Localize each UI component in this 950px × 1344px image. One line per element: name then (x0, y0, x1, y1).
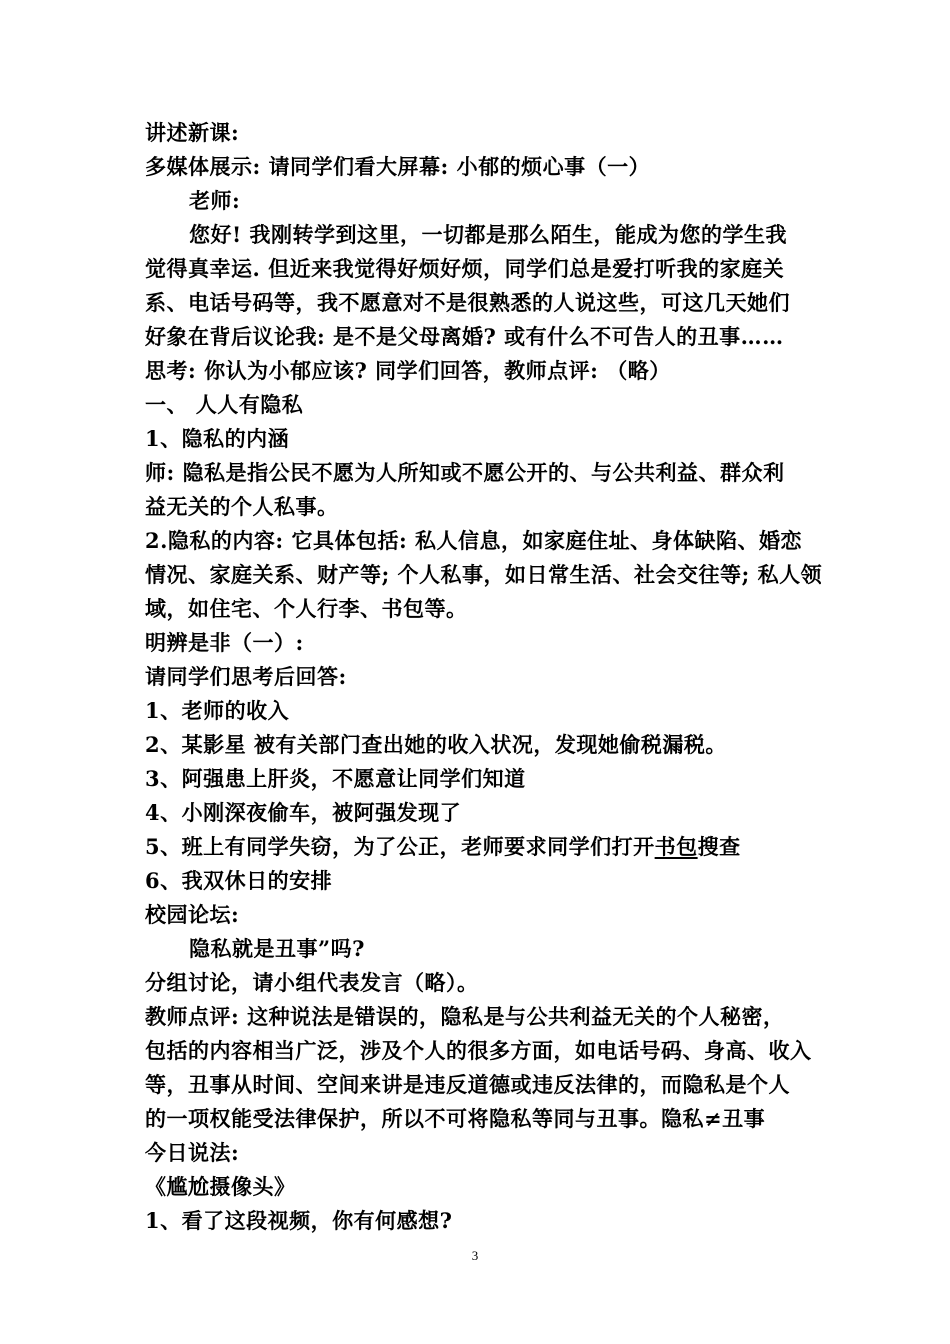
heading-new-lesson: 讲述新课: (145, 120, 240, 145)
teacher-comment-line-4: 的一项权能受法律保护，所以不可将隐私等同与丑事。隐私≠丑事 (145, 1106, 766, 1131)
list-item-5-underlined: 书包 (654, 834, 698, 859)
teacher-comment-line-2: 包括的内容相当广泛，涉及个人的很多方面，如电话号码、身高、收入 (145, 1038, 812, 1063)
content-line-2: 情况、家庭关系、财产等; 个人私事，如日常生活、社会交往等; 私人领 (145, 562, 823, 587)
letter-line-3: 系、电话号码等，我不愿意对不是很熟悉的人说这些，可这几天她们 (145, 290, 790, 315)
list-item-5-after: 搜查 (697, 834, 741, 859)
content-line-1: 2.隐私的内容: 它具体包括: 私人信息，如家庭住址、身体缺陷、婚恋 (145, 528, 803, 553)
campus-forum-heading: 校园论坛: (145, 902, 240, 927)
list-item-3: 3、阿强患上肝炎，不愿意让同学们知道 (145, 766, 526, 791)
thinking-question: 思考: 你认为小郁应该? 同学们回答，教师点评: （略） (145, 358, 671, 383)
letter-line-1: 您好! 我刚转学到这里，一切都是那么陌生，能成为您的学生我 (189, 222, 788, 247)
video-question: 1、看了这段视频，你有何感想? (145, 1208, 453, 1233)
multimedia-display-line: 多媒体展示: 请同学们看大屏幕: 小郁的烦心事（一） (145, 154, 651, 179)
teacher-comment-line-1: 教师点评: 这种说法是错误的，隐私是与公共利益无关的个人秘密， (145, 1004, 785, 1029)
subheading-privacy-meaning: 1、隐私的内涵 (145, 426, 290, 451)
definition-line-2: 益无关的个人私事。 (145, 494, 339, 519)
today-law-heading: 今日说法: (145, 1140, 240, 1165)
content-line-3: 域，如住宅、个人行李、书包等。 (145, 596, 468, 621)
section-heading-privacy: 一、 人人有隐私 (145, 392, 304, 417)
list-item-2: 2、某影星 被有关部门查出她的收入状况，发现她偷税漏税。 (145, 732, 727, 757)
list-item-6: 6、我双休日的安排 (145, 868, 333, 893)
group-discussion: 分组讨论，请小组代表发言（略）。 (145, 970, 479, 995)
list-item-5-before: 5、班上有同学失窃，为了公正，老师要求同学们打开 (145, 834, 655, 859)
forum-topic: 隐私就是丑事”吗? (189, 936, 365, 961)
list-item-1: 1、老师的收入 (145, 698, 290, 723)
list-item-4: 4、小刚深夜偷车，被阿强发现了 (145, 800, 462, 825)
discern-heading: 明辨是非（一）: (145, 630, 304, 655)
letter-salutation: 老师: (189, 188, 241, 213)
letter-line-2: 觉得真幸运. 但近来我觉得好烦好烦，同学们总是爱打听我的家庭关 (145, 256, 785, 281)
definition-line-1: 师: 隐私是指公民不愿为人所知或不愿公开的、与公共利益、群众利 (145, 460, 785, 485)
discern-instruction: 请同学们思考后回答: (145, 664, 347, 689)
teacher-comment-line-3: 等，丑事从时间、空间来讲是违反道德或违反法律的，而隐私是个人 (145, 1072, 790, 1097)
letter-line-4: 好象在背后议论我: 是不是父母离婚? 或有什么不可告人的丑事…… (145, 324, 784, 349)
page-number: 3 (471, 1248, 479, 1263)
document-body (145, 116, 823, 1238)
list-item-5 (145, 830, 810, 864)
video-title: 《尴尬摄像头》 (145, 1174, 296, 1199)
